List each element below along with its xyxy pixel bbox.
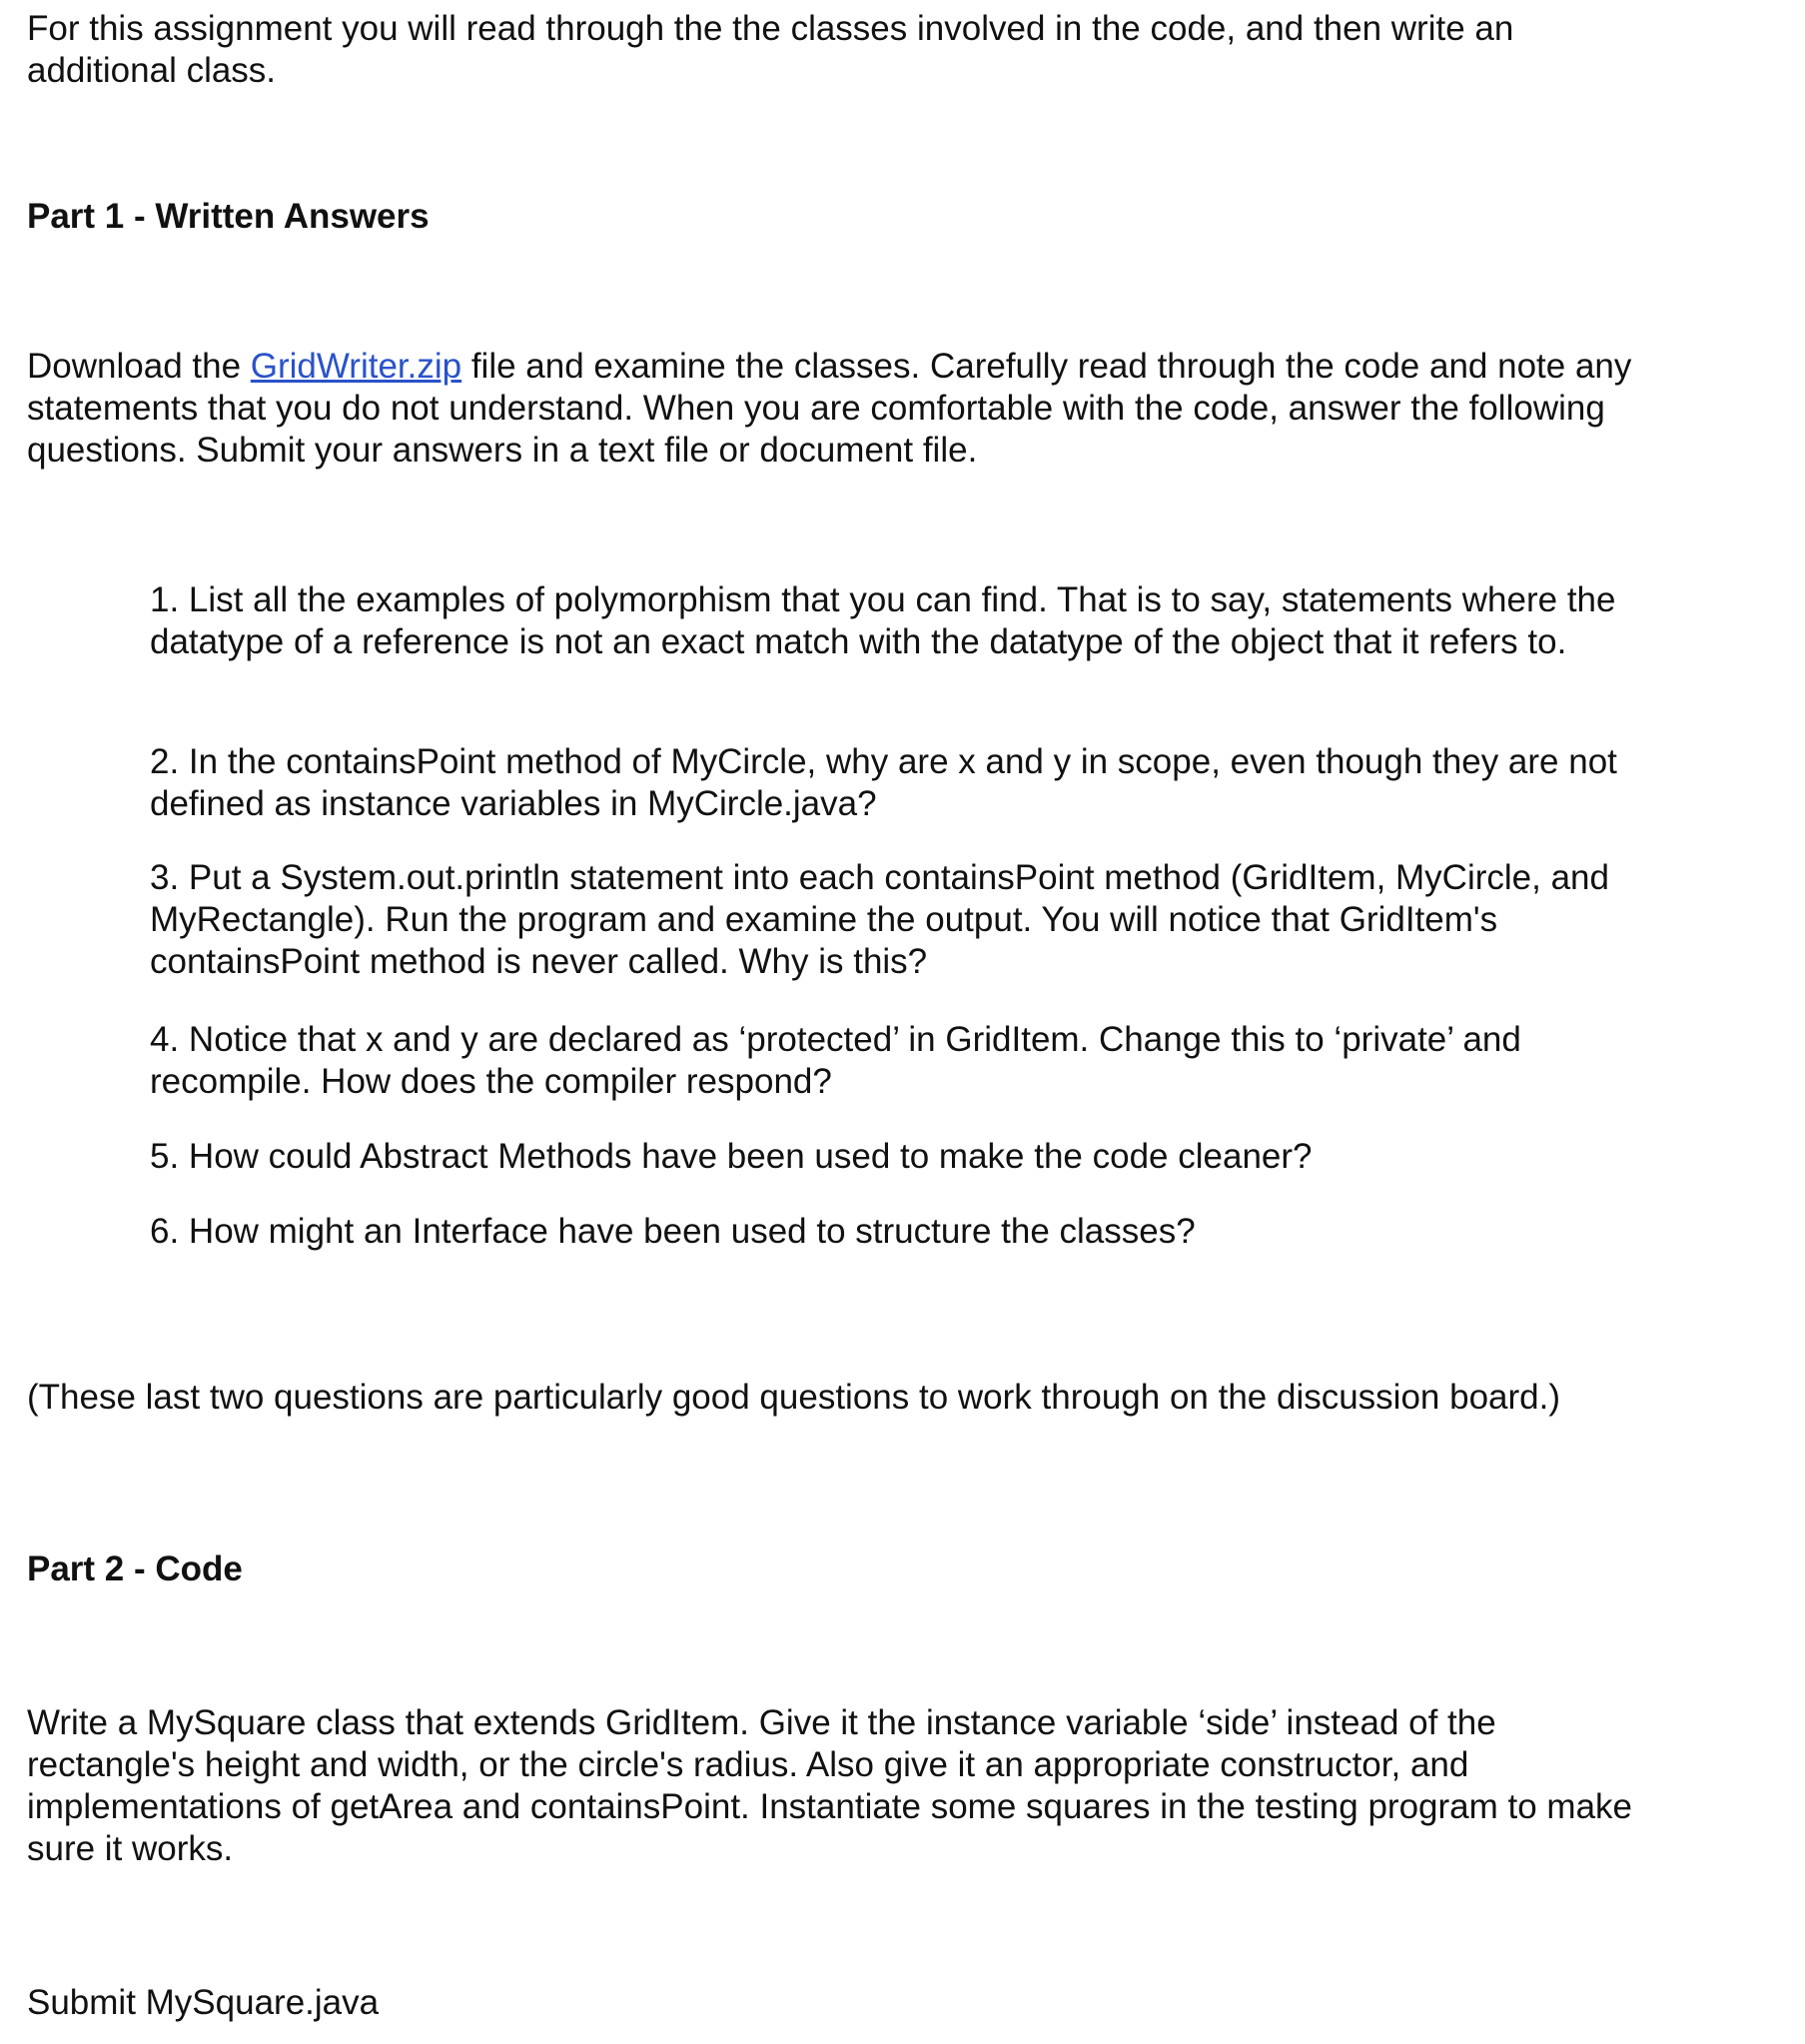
- download-prefix: Download the: [27, 347, 251, 386]
- question-4: 4. Notice that x and y are declared as ‘protected’ in GridItem. Change this to ‘private’ and recompile. How does the compiler respond?: [150, 1020, 1521, 1101]
- question-1: 1. List all the examples of polymorphism that you can find. That is to say, statements where the datatype of a reference is not an exact match with the datatype of the object that it refers to.: [150, 580, 1616, 661]
- mysquare-instructions: Write a MySquare class that extends GridItem. Give it the instance variable ‘side’ instead of the rectangle's height and width, or the circle's radius. Also give it an appropriate constructor, and implementations of getArea and containsPoint. Instantiate some squares in the testing program to make sure it works.: [27, 1703, 1633, 1868]
- download-suffix: file and examine the classes. Carefully read through the code and note any statements that you do not understand. When you are comfortable with the code, answer the following questions. Submit your answers in a text file or document file.: [27, 347, 1632, 470]
- question-2: 2. In the containsPoint method of MyCircle, why are x and y in scope, even though they are not defined as instance variables in MyCircle.java?: [150, 742, 1617, 823]
- discussion-note: (These last two questions are particularly good questions to work through on the discussion board.): [27, 1378, 1561, 1417]
- question-6: 6. How might an Interface have been used to structure the classes?: [150, 1212, 1196, 1251]
- download-paragraph: [27, 346, 1665, 472]
- part1-heading: Part 1 - Written Answers: [27, 197, 430, 236]
- part2-heading: Part 2 - Code: [27, 1549, 243, 1588]
- submit-line: Submit MySquare.java: [27, 1983, 380, 2022]
- question-5: 5. How could Abstract Methods have been used to make the code cleaner?: [150, 1137, 1313, 1176]
- intro-paragraph: For this assignment you will read through the the classes involved in the code, and then write an additional class.: [27, 9, 1514, 90]
- question-3: 3. Put a System.out.println statement into each containsPoint method (GridItem, MyCircle, and MyRectangle). Run the program and examine the output. You will notice that GridItem's containsPoint method is never called. Why is this?: [150, 858, 1609, 981]
- gridwriter-zip-link[interactable]: GridWriter.zip: [250, 347, 462, 386]
